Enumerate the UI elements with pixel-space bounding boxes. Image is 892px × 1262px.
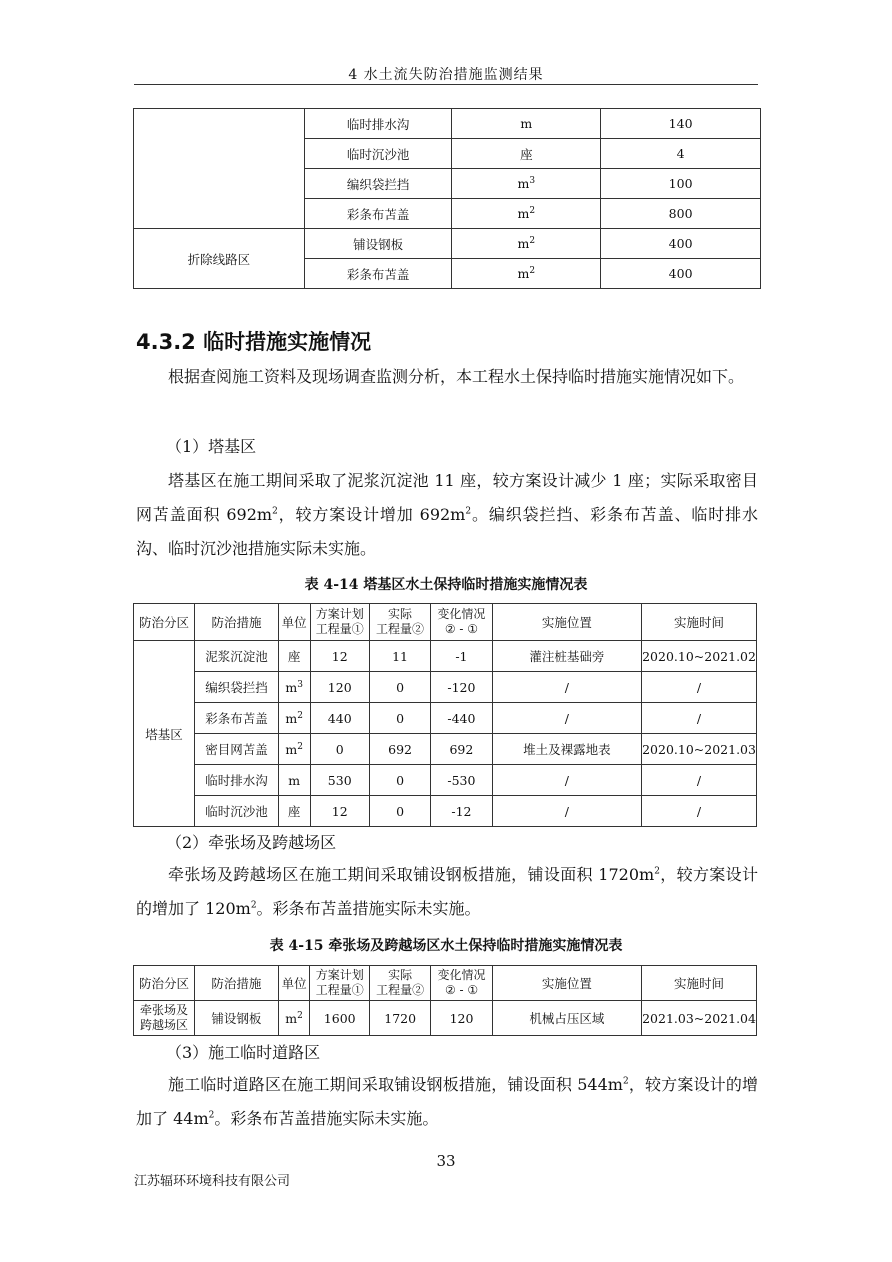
table-cell-location: / — [492, 765, 641, 796]
header-rule — [134, 84, 758, 85]
header-location: 实施位置 — [492, 604, 641, 641]
table-cell-zone — [134, 109, 305, 229]
table-cell-measure: 密目网苫盖 — [195, 734, 279, 765]
table-row — [134, 703, 757, 734]
table-row — [134, 229, 761, 259]
table-cell-change: 692 — [431, 734, 492, 765]
table-cell-actual: 692 — [369, 734, 430, 765]
header-zone: 防治分区 — [134, 604, 195, 641]
paragraph-tension-field: 牵张场及跨越场区在施工期间采取铺设钢板措施，铺设面积 $1720m^2$，较方案设计的增加了 $120m^2$。彩条布苫盖措施实际未实施。 — [136, 865, 758, 918]
table-cell-actual: 0 — [369, 796, 430, 827]
table-cell-plan: 1600 — [310, 1001, 369, 1036]
table-cell-measure: 临时排水沟 — [304, 109, 452, 139]
paragraph-temporary-road: 施工临时道路区在施工期间采取铺设钢板措施，铺设面积 $544m^2$，较方案设计的增加了 $44m^2$。彩条布苫盖措施实际未实施。 — [136, 1075, 758, 1128]
table-cell-time: / — [642, 796, 757, 827]
table-row — [134, 109, 761, 139]
intro-paragraph: 根据查阅施工资料及现场调查监测分析，本工程水土保持临时措施实施情况如下。 — [168, 367, 745, 386]
table-caption-4-14: 表 4-14 塔基区水土保持临时措施实施情况表 — [304, 577, 588, 593]
table-cell-change: -12 — [431, 796, 492, 827]
table-cell-time: / — [642, 672, 757, 703]
table-cell-time: 2020.10~2021.03 — [642, 734, 757, 765]
table-cell-location: 堆土及裸露地表 — [492, 734, 641, 765]
header-unit: 单位 — [278, 966, 310, 1001]
table-caption-4-15: 表 4-15 牵张场及跨越场区水土保持临时措施实施情况表 — [269, 938, 623, 954]
header-plan: 方案计划 工程量① — [310, 966, 369, 1001]
table-cell-location: 灌注桩基础旁 — [492, 641, 641, 672]
table-cell-actual: 0 — [369, 672, 430, 703]
table-row — [134, 1001, 757, 1036]
table-cell-change: -530 — [431, 765, 492, 796]
table-row — [134, 765, 757, 796]
header-zone: 防治分区 — [134, 966, 195, 1001]
table-cell-unit: m — [278, 765, 310, 796]
table-cell-measure: 铺设钢板 — [304, 229, 452, 259]
table-cell-measure: 临时沉沙池 — [304, 139, 452, 169]
page-number: 33 — [436, 1152, 456, 1170]
table-cell-change: -120 — [431, 672, 492, 703]
table-cell-unit: m — [452, 109, 601, 139]
table-cell-actual: 11 — [369, 641, 430, 672]
table-cell-time: 2021.03~2021.04 — [642, 1001, 757, 1036]
table-cell-measure: 彩条布苫盖 — [304, 259, 452, 289]
table-cell-zone: 牵张场及 跨越场区 — [134, 1001, 195, 1036]
header-change: 变化情况 ② - ① — [431, 604, 492, 641]
table-cell-actual: 0 — [369, 765, 430, 796]
table-cell-unit: $m^2$ — [452, 229, 601, 259]
table-cell-location: / — [492, 796, 641, 827]
header-measure: 防治措施 — [195, 966, 279, 1001]
table-row — [134, 734, 757, 765]
table-cell-unit: $m^2$ — [278, 703, 310, 734]
table-cell-amount: 140 — [601, 109, 761, 139]
table-cell-unit: $m^2$ — [452, 199, 601, 229]
table-cell-time: / — [642, 703, 757, 734]
header-location: 实施位置 — [492, 966, 641, 1001]
table-row — [134, 796, 757, 827]
table-cell-unit: $m^2$ — [452, 259, 601, 289]
header-plan: 方案计划 工程量① — [310, 604, 369, 641]
table-cell-location: 机械占压区域 — [492, 1001, 641, 1036]
table-cell-plan: 12 — [310, 796, 369, 827]
table-cell-unit: $m^2$ — [278, 1001, 310, 1036]
table-cell-change: -1 — [431, 641, 492, 672]
table-cell-measure: 编织袋拦挡 — [195, 672, 279, 703]
table-cell-change: 120 — [431, 1001, 492, 1036]
table-cell-unit: $m^3$ — [278, 672, 310, 703]
table-4-14 — [133, 603, 757, 827]
table-cell-measure: 铺设钢板 — [195, 1001, 279, 1036]
table-cell-measure: 彩条布苫盖 — [195, 703, 279, 734]
table-cell-amount: 4 — [601, 139, 761, 169]
subheading-tower-base: （1）塔基区 — [166, 437, 257, 456]
table-cell-plan: 530 — [310, 765, 369, 796]
table-cell-amount: 100 — [601, 169, 761, 199]
table-header-row — [134, 604, 757, 641]
table-cell-actual: 1720 — [369, 1001, 430, 1036]
table-cell-measure: 编织袋拦挡 — [304, 169, 452, 199]
table-cell-change: -440 — [431, 703, 492, 734]
table-cell-plan: 440 — [310, 703, 369, 734]
table-cell-actual: 0 — [369, 703, 430, 734]
table-cell-amount: 400 — [601, 229, 761, 259]
header-actual: 实际 工程量② — [369, 966, 430, 1001]
table-cell-unit: 座 — [278, 641, 310, 672]
header-time: 实施时间 — [642, 604, 757, 641]
footer-company: 江苏辐环环境科技有限公司 — [134, 1174, 291, 1189]
table-cell-measure: 临时排水沟 — [195, 765, 279, 796]
table-cell-amount: 400 — [601, 259, 761, 289]
table-row — [134, 641, 757, 672]
header-measure: 防治措施 — [195, 604, 279, 641]
table-cell-unit: 座 — [452, 139, 601, 169]
paragraph-tower-base: 塔基区在施工期间采取了泥浆沉淀池 11 座，较方案设计减少 1 座；实际采取密目网苫盖面积 $692m^2$，较方案设计增加 $692m^2$。编织袋拦挡、彩条布苫盖、临时排水沟、临时沉沙池措施实际未实施。 — [136, 471, 758, 558]
table-cell-unit: $m^2$ — [278, 734, 310, 765]
table-cell-measure: 临时沉沙池 — [195, 796, 279, 827]
section-heading: 4.3.2 临时措施实施情况 — [136, 330, 372, 354]
table-cell-location: / — [492, 703, 641, 734]
table-cell-time: 2020.10~2021.02 — [642, 641, 757, 672]
table-row — [134, 672, 757, 703]
table-cell-time: / — [642, 765, 757, 796]
continuation-table — [133, 108, 761, 289]
header-change: 变化情况 ② - ① — [431, 966, 492, 1001]
subheading-tension-field: （2）牵张场及跨越场区 — [166, 833, 337, 852]
table-cell-unit: 座 — [278, 796, 310, 827]
table-cell-unit: $m^3$ — [452, 169, 601, 199]
table-cell-location: / — [492, 672, 641, 703]
running-header: 4 水土流失防治措施监测结果 — [348, 67, 544, 83]
table-cell-zone: 折除线路区 — [134, 229, 305, 289]
table-cell-measure: 泥浆沉淀池 — [195, 641, 279, 672]
subheading-temporary-road: （3）施工临时道路区 — [166, 1043, 321, 1062]
table-header-row — [134, 966, 757, 1001]
header-unit: 单位 — [278, 604, 310, 641]
header-time: 实施时间 — [642, 966, 757, 1001]
table-cell-measure: 彩条布苫盖 — [304, 199, 452, 229]
table-cell-plan: 0 — [310, 734, 369, 765]
header-actual: 实际 工程量② — [369, 604, 430, 641]
table-cell-amount: 800 — [601, 199, 761, 229]
table-cell-plan: 12 — [310, 641, 369, 672]
table-4-15 — [133, 965, 757, 1036]
table-cell-plan: 120 — [310, 672, 369, 703]
table-cell-zone: 塔基区 — [134, 641, 195, 827]
